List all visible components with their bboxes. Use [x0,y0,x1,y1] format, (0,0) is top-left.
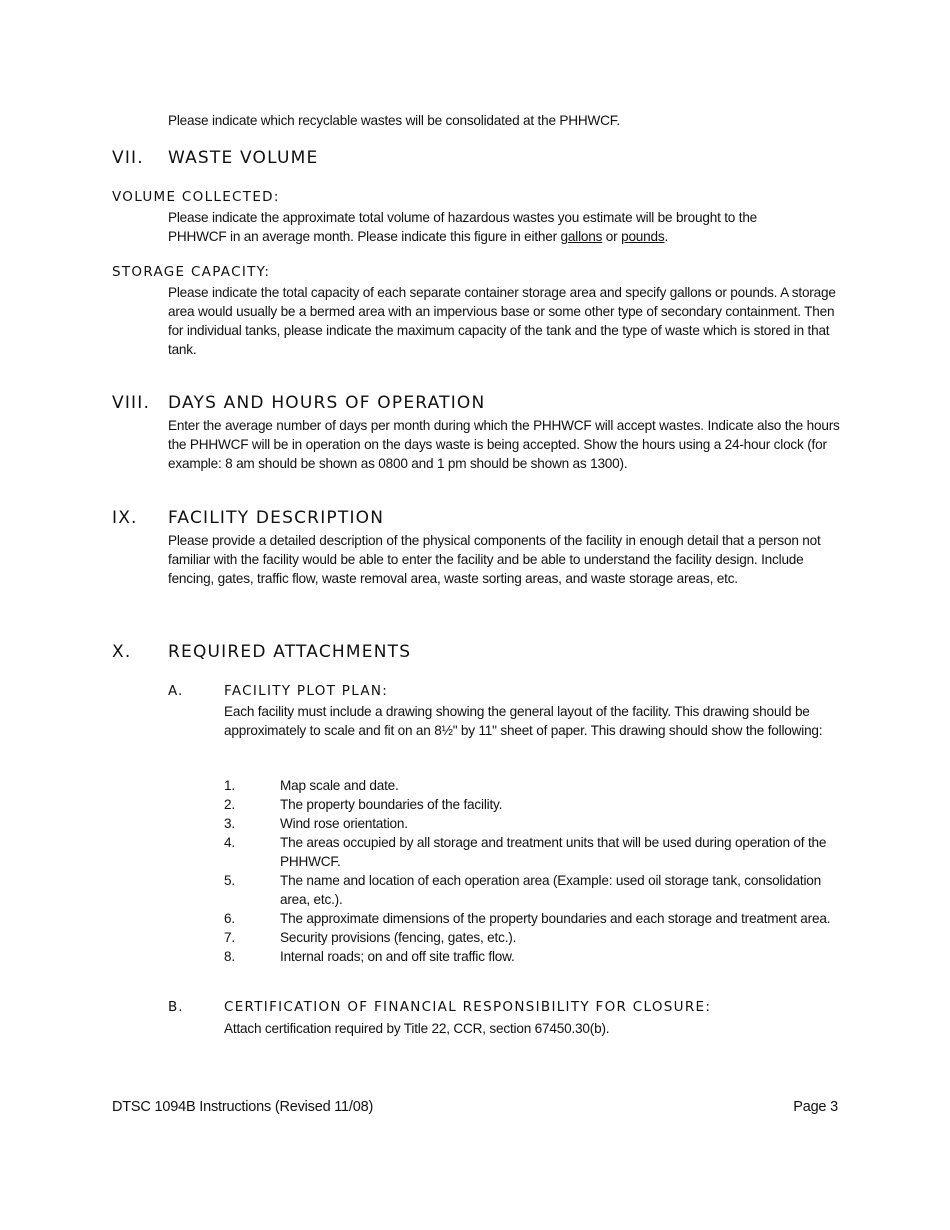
or-word: or [602,229,622,244]
list-item-number: 5. [224,873,235,888]
section-x-number: X. [112,642,132,662]
list-item [224,814,844,833]
list-item [224,909,844,928]
list-item-text: The areas occupied by all storage and treatment units that will be used during operation of the PHHWCF. [280,835,827,869]
attachment-b-letter: B. [168,999,184,1015]
list-item-number: 7. [224,930,235,945]
list-item-text: Security provisions (fencing, gates, etc.). [280,930,517,945]
plot-plan-list [224,776,844,966]
section-ix-paragraph: Please provide a detailed description of the physical components of the facility in enough detail that a person not familiar with the facility would be able to enter the facility and be able to understand the facility design. Include fencing, gates, traffic flow, waste removal area, waste sorting areas, and waste storage areas, etc. [168,533,821,586]
attachment-a-title: FACILITY PLOT PLAN: [224,683,389,699]
list-item [224,871,844,909]
section-viii-number: VIII. [112,393,151,413]
list-item-number: 2. [224,797,235,812]
gallons-term: gallons [560,229,603,244]
list-item-number: 8. [224,949,235,964]
section-viii-title: DAYS AND HOURS OF OPERATION [168,393,486,413]
list-item-number: 6. [224,911,235,926]
list-item [224,928,844,947]
section-vii-number: VII. [112,148,144,168]
intro-paragraph: Please indicate which recyclable wastes will be consolidated at the PHHWCF. [168,113,620,128]
list-item-number: 3. [224,816,235,831]
list-item-text: Internal roads; on and off site traffic flow. [280,949,515,964]
list-item-text: The property boundaries of the facility. [280,797,503,812]
list-item [224,947,844,966]
list-item-number: 1. [224,778,235,793]
list-item-text: Wind rose orientation. [280,816,408,831]
attachment-b-paragraph: Attach certification required by Title 22, CCR, section 67450.30(b). [224,1021,610,1036]
list-item [224,776,844,795]
attachment-b-title: CERTIFICATION OF FINANCIAL RESPONSIBILITY FOR CLOSURE: [224,999,712,1015]
attachment-a-paragraph: Each facility must include a drawing showing the general layout of the facility. This drawing should be approximately to scale and fit on an 8½" by 11" sheet of paper. This drawing should show the following: [224,704,823,738]
footer-page-number: Page 3 [793,1099,838,1115]
section-ix-title: FACILITY DESCRIPTION [168,508,385,528]
footer-form-id: DTSC 1094B Instructions (Revised 11/08) [112,1099,374,1115]
volume-collected-text: Please indicate the approximate total volume of hazardous wastes you estimate will be brought to the PHHWCF in an average month. Please indicate this figure in either [168,210,758,244]
attachment-a-letter: A. [168,683,184,699]
list-item [224,795,844,814]
list-item [224,833,844,871]
volume-collected-heading: VOLUME COLLECTED: [112,189,280,205]
period: . [664,229,669,244]
volume-collected-paragraph [168,208,808,246]
section-x-title: REQUIRED ATTACHMENTS [168,642,412,662]
pounds-term: pounds [621,229,665,244]
list-item-text: The name and location of each operation area (Example: used oil storage tank, consolidation area, etc.). [280,873,822,907]
list-item-number: 4. [224,835,235,850]
section-viii-paragraph: Enter the average number of days per month during which the PHHWCF will accept wastes. Indicate also the hours the PHHWCF will be in operation on the days waste is being accepted. Show the hours using a 24-hour clock (for example: 8 am should be shown as 0800 and 1 pm should be shown as 1300). [168,418,840,471]
storage-capacity-paragraph: Please indicate the total capacity of each separate container storage area and specify gallons or pounds. A storage area would usually be a bermed area with an impervious base or some other type of secondary containment. Then for individual tanks, please indicate the maximum capacity of the tank and the type of waste which is stored in that tank. [168,285,836,357]
section-ix-number: IX. [112,508,138,528]
list-item-text: Map scale and date. [280,778,399,793]
storage-capacity-heading: STORAGE CAPACITY: [112,264,271,280]
section-vii-title: WASTE VOLUME [168,148,319,168]
list-item-text: The approximate dimensions of the property boundaries and each storage and treatment area. [280,911,831,926]
